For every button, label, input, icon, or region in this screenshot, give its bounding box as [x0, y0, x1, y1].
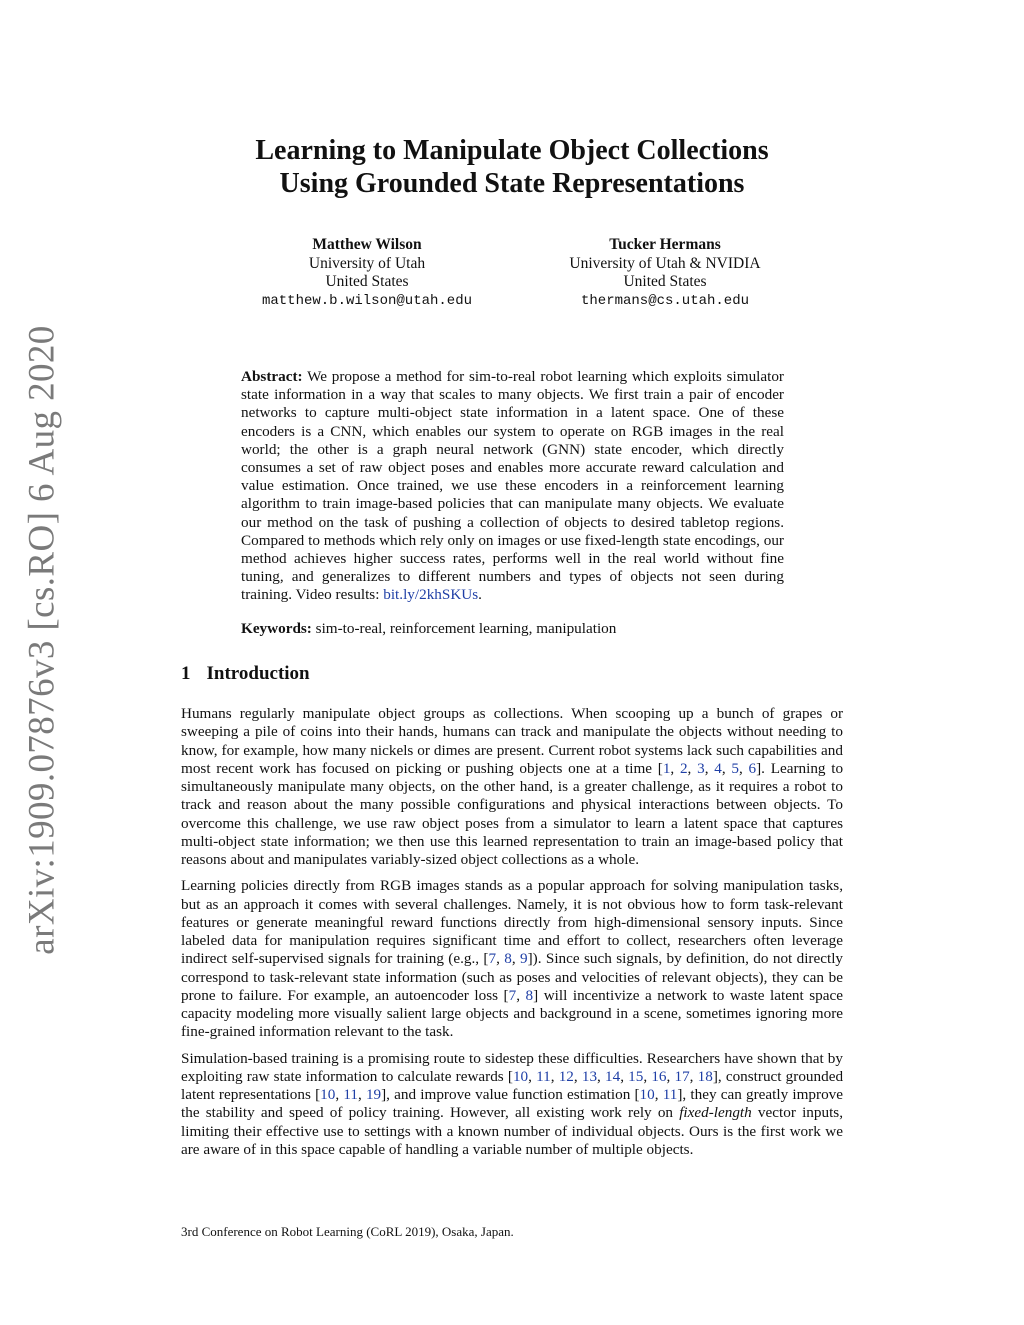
citation-link[interactable]: 7	[488, 950, 497, 968]
text-run: Learning policies directly from RGB images stands as a popular approach for solving manipulation tasks, but as an approach it comes with several challenges. Namely, it is not obvious how to form task-relevant features or generate meaningful reward functions directly from high-dimensional sensory inputs. Since labeled data for manipulation requires significant time and effort to collect, researchers often leverage indirect self-supervised signals for training (e.g., [	[181, 877, 843, 968]
section-number: 1	[181, 663, 191, 684]
paper-title	[180, 134, 844, 200]
author-country: United States	[325, 273, 409, 290]
author-block-2	[515, 236, 815, 310]
citation-link[interactable]: 15	[628, 1067, 644, 1085]
video-results-link[interactable]: bit.ly/2khSKUs	[383, 586, 479, 604]
citation-link[interactable]: 11	[343, 1086, 358, 1103]
abstract-text: We propose a method for sim-to-real robot learning which exploits simulator state information in a way that scales to many objects. We first train a pair of encoder networks to capture multi-object state information in a latent space. One of these encoders is a CNN, which enables our system to operate on RGB images in the real world; the other is a graph neural network (GNN) state encoder, which directly consumes a set of raw object poses and enables more accurate reward calculation and value estimation. Once trained, we use these encoders in a reinforcement learning algorithm to train image-based policies that can manipulate many objects. We evaluate our method on the task of pushing a collection of objects to desired tabletop regions. Compared to methods which rely only on images or use fixed-length state encodings, our method achieves higher success rates, performs well in the real world without fine tuning, and generalizes to different numbers and types of objects not seen during training. Video results:	[241, 368, 784, 604]
title-line-1: Learning to Manipulate Object Collections	[255, 135, 769, 166]
citation-link[interactable]: 9	[520, 950, 528, 968]
citation-link[interactable]: 2	[679, 759, 688, 777]
citation-link[interactable]: 7	[508, 986, 517, 1004]
citation-link[interactable]: 18	[697, 1067, 713, 1085]
citation-link[interactable]: 11	[662, 1086, 678, 1103]
keywords-label: Keywords:	[241, 620, 312, 637]
text-run: ]. Learning to simultaneously manipulate many objects, on the other hand, is a greater challenge, as it requires a robot to track and reason about the many possible configurations and physical interactions between objects. To overcome this challenge, we use raw object poses from a simulator to learn a latent space that captures multi-object state information; we then use this learned representation to train an image-based policy that reasons about and manipulates variably-sized object collections as a whole.	[181, 759, 844, 868]
abstract-label: Abstract:	[241, 368, 303, 385]
abstract-end: .	[478, 586, 482, 604]
text-run: Simulation-based training is a promising route to sidestep these difficulties. Researchers have shown that by exploiting raw state information to calculate rewards [	[181, 1049, 843, 1085]
paragraph-2: Learning policies directly from RGB images stands as a popular approach for solving manipulation tasks, but as an approach it comes with several challenges. Namely, it is not obvious how to form task-relevant features or generate meaningful reward functions directly from high-dimensional sensory inputs. Since labeled data for manipulation requires significant time and effort to collect, researchers often leverage indirect self-supervised signals for training (e.g., [7, 8, 9]). Since such signals, by definition, do not directly correspond to task-relevant state information (such as poses and velocities of relevant objects), they can be prone to failure. For example, an autoencoder loss [7, 8] will incentivize a network to waste latent space capacity modeling more visually salient large objects and background in a scene, sometimes ignoring more fine-grained information relevant to the task.	[181, 877, 844, 1041]
text-run: vector inputs, limiting their effective use to settings with a known number of individual objects. Ours is the first work we are aware of in this space capable of handling a variable number of multiple objects.	[181, 1104, 843, 1158]
citation-link[interactable]: 8	[504, 950, 512, 968]
section-title: Introduction	[206, 663, 310, 684]
author-block-1	[217, 236, 517, 310]
author-name: Tucker Hermans	[609, 236, 721, 253]
introduction-body	[181, 705, 843, 1167]
author-name: Matthew Wilson	[312, 236, 422, 253]
citation-link[interactable]: 14	[605, 1067, 621, 1085]
citation-link[interactable]: 10	[639, 1086, 655, 1103]
abstract	[241, 368, 784, 605]
author-email[interactable]: matthew.b.wilson@utah.edu	[261, 292, 473, 309]
author-affiliation: University of Utah & NVIDIA	[569, 254, 761, 272]
citation-link[interactable]: 8	[525, 986, 534, 1004]
text-run: ], they can greatly improve the stability and speed of policy training. However, all existing work rely on	[181, 1086, 844, 1122]
title-line-2: Using Grounded State Representations	[279, 168, 745, 199]
citation-link[interactable]: 5	[731, 759, 739, 777]
citation-link[interactable]: 12	[558, 1067, 574, 1085]
citation-link[interactable]: 17	[674, 1067, 690, 1085]
text-run: ], construct grounded latent representations [	[181, 1067, 844, 1103]
citation-link[interactable]: 1	[662, 759, 671, 777]
citation-link[interactable]: 6	[748, 759, 757, 777]
keywords-text: sim-to-real, reinforcement learning, manipulation	[315, 620, 617, 637]
citation-link[interactable]: 19	[365, 1086, 382, 1103]
citation-link[interactable]: 4	[714, 759, 722, 777]
text-run: ], and improve value function estimation [	[381, 1086, 640, 1103]
emphasis: fixed-length	[679, 1104, 752, 1122]
citation-link[interactable]: 16	[651, 1067, 667, 1085]
author-email[interactable]: thermans@cs.utah.edu	[580, 292, 750, 309]
arxiv-identifier: arXiv:1909.07876v3 [cs.RO] 6 Aug 2020	[21, 325, 63, 955]
citation-link[interactable]: 10	[512, 1067, 529, 1085]
citation-link[interactable]: 11	[536, 1067, 551, 1085]
text-run: ] will incentivize a network to waste latent space capacity modeling more visually salient large objects and background in a scene, sometimes ignoring more fine-grained information relevant to the task.	[181, 986, 844, 1041]
citation-link[interactable]: 10	[320, 1086, 336, 1103]
text-run: ]). Since such signals, by definition, do not directly correspond to task-relevant state information (such as poses and velocities of relevant objects), they can be prone to failure. For example, an autoencoder loss [	[181, 950, 844, 1004]
citation-link[interactable]: 13	[581, 1067, 598, 1085]
citation-link[interactable]: 3	[697, 759, 705, 777]
paragraph-3: Simulation-based training is a promising route to sidestep these difficulties. Researchers have shown that by exploiting raw state information to calculate rewards [10, 11, 12, 13, 14, 15, 16, 17, 18], construct grounded latent representations [10, 11, 19], and improve value function estimation [10, 11], they can greatly improve the stability and speed of policy training. However, all existing work rely on fixed-length vector inputs, limiting their effective use to settings with a known number of individual objects. Ours is the first work we are aware of in this space capable of handling a variable number of multiple objects.	[181, 1049, 844, 1158]
author-affiliation: University of Utah	[308, 254, 426, 272]
section-heading-introduction	[181, 663, 310, 685]
paragraph-1: Humans regularly manipulate object groups as collections. When scooping up a bunch of grapes or sweeping a pile of coins into their hands, humans can track and manipulate the objects without needing to know, for example, how many nickels or dimes are present. Current robot systems lack such capabilities and most recent work has focused on picking or pushing objects one at a time [1, 2, 3, 4, 5, 6]. Learning to simultaneously manipulate many objects, on the other hand, is a greater challenge, as it requires a robot to track and reason about the many possible configurations and physical interactions between objects. To overcome this challenge, we use raw object poses from a simulator to learn a latent space that captures multi-object state information; we then use this learned representation to train an image-based policy that reasons about and manipulates variably-sized object collections as a whole.	[181, 705, 844, 868]
text-run: Humans regularly manipulate object groups as collections. When scooping up a bunch of grapes or sweeping a pile of coins into their hands, humans can track and manipulate the objects without needing to know, for example, how many nickels or dimes are present. Current robot systems lack such capabilities and most recent work has focused on picking or pushing objects one at a time [	[181, 705, 843, 777]
conference-footer: 3rd Conference on Robot Learning (CoRL 2019), Osaka, Japan.	[181, 1224, 514, 1239]
author-country: United States	[623, 273, 707, 290]
keywords	[241, 620, 784, 638]
